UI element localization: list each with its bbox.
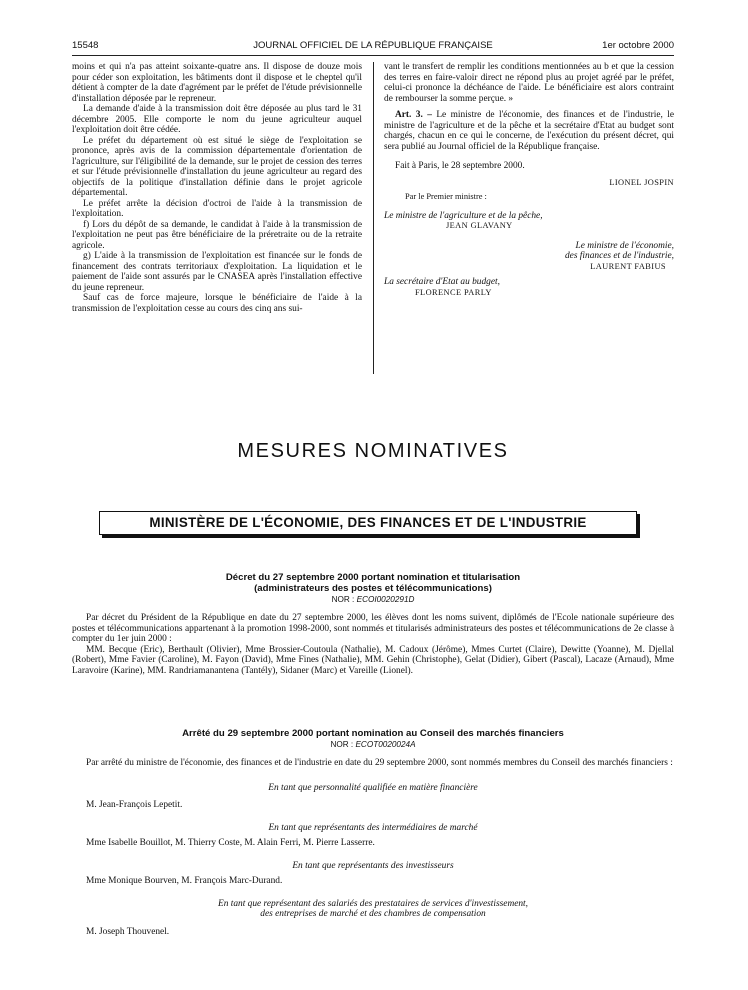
secretary-budget-name: FLORENCE PARLY bbox=[415, 287, 492, 297]
member-category: En tant que représentants des investisseurs bbox=[292, 860, 454, 871]
column-divider bbox=[373, 62, 374, 374]
paragraph: moins et qui n'a pas atteint soixante-quatre ans. Il dispose de douze mois pour céder son exploitation, les bâtiments dont il dispose et le cheptel qu'il détient à compter de la date d'agrément par le préfet de l'étude prévisionnelle d'installation déposée par le repreneur. bbox=[72, 62, 362, 104]
member-list: M. Joseph Thouvenel. bbox=[86, 926, 170, 937]
paragraph: Le préfet arrête la décision d'octroi de l'aide à la transmission de l'exploitation. bbox=[72, 198, 362, 219]
right-column bbox=[384, 62, 674, 298]
arrete-section bbox=[72, 728, 674, 937]
member-list: Mme Isabelle Bouillot, M. Thierry Coste, M. Alain Ferri, M. Pierre Lasserre. bbox=[86, 838, 375, 848]
article-label: Art. 3. – bbox=[395, 110, 432, 120]
ministry-heading: MINISTÈRE DE L'ÉCONOMIE, DES FINANCES ET DE L'INDUSTRIE bbox=[99, 511, 637, 535]
page-header bbox=[72, 40, 674, 54]
decret-body bbox=[72, 613, 674, 676]
paragraph: Sauf cas de force majeure, lorsque le bénéficiaire de l'aide à la transmission de l'exploitation cesse au cours des cinq ans sui- bbox=[72, 293, 362, 314]
category-line: des entreprises de marché et des chambres de compensation bbox=[260, 909, 486, 919]
paragraph: g) L'aide à la transmission de l'exploitation est financée sur le fonds de financement des contrats territoriaux d'exploitation. La liquidation et le paiement de l'aide sont assurés par le CNASEA après l'installation effective du jeune repreneur. bbox=[72, 251, 362, 293]
decret-title-2: (administrateurs des postes et télécommunications) bbox=[254, 583, 492, 594]
section-title: MESURES NOMINATIVES bbox=[237, 440, 509, 462]
role-line: Le ministre de l'économie, bbox=[575, 240, 674, 251]
journal-title: JOURNAL OFFICIEL DE LA RÉPUBLIQUE FRANÇAISE bbox=[253, 40, 493, 51]
member-list: Mme Monique Bourven, M. François Marc-Durand. bbox=[86, 876, 283, 886]
nor-code: ECOT0020024A bbox=[355, 740, 416, 749]
nor-code: ECOI0020291D bbox=[356, 595, 415, 604]
minister-economy-role bbox=[384, 241, 674, 262]
member-category bbox=[72, 899, 674, 920]
decret-nor bbox=[72, 594, 674, 605]
secretary-budget-role: La secrétaire d'Etat au budget, bbox=[384, 277, 500, 287]
decret-section bbox=[72, 572, 674, 676]
nor-label: NOR : bbox=[330, 740, 354, 749]
left-column bbox=[72, 62, 362, 314]
decret-intro: Par décret du Président de la République en date du 27 septembre 2000, les élèves dont les noms suivent, diplômés de l'Ecole nationale supérieure des postes et télécommunications appartenant à la promotion 1998-2000, sont nommés et titularisés administrateurs des postes et télécommunications de 2e classe à compter du 1er juin 2000 : bbox=[72, 613, 674, 644]
par-premier-ministre: Par le Premier ministre : bbox=[405, 192, 487, 201]
arrete-body bbox=[72, 758, 674, 769]
paragraph: vant le transfert de remplir les conditions mentionnées au b et que la cession des terres en faire-valoir direct ne répond plus au projet agréé par le préfet, celui-ci prononce la déchéance de l'aide. Le bénéficiaire est alors contraint de rembourser la somme perçue. » bbox=[384, 62, 674, 104]
minister-economy-name: LAURENT FABIUS bbox=[590, 261, 666, 271]
minister-agriculture-role: Le ministre de l'agriculture et de la pêche, bbox=[384, 210, 543, 221]
decret-names: MM. Becque (Eric), Berthault (Olivier), Mme Brossier-Coutoula (Nathalie), M. Cadoux (Jérôme), Mmes Curtet (Claire), Dewitte (Yoanne), M. Djellal (Robert), Mme Favier (Caroline), M. Fayon (David), Mme Fines (Nathalie), MM. Gehin (Christophe), Gelat (Didier), Gibert (Pascal), Lacaze (Arnaud), Mme Laravoire (Karine), MM. Randriamanantena (Tantély), Sidaner (Marc) et Vareille (Lionel). bbox=[72, 644, 674, 676]
nor-label: NOR : bbox=[331, 595, 355, 604]
member-list: M. Jean-François Lepetit. bbox=[86, 800, 183, 810]
signatory-name: LIONEL JOSPIN bbox=[609, 177, 674, 187]
arrete-title: Arrêté du 29 septembre 2000 portant nomination au Conseil des marchés financiers bbox=[182, 728, 564, 739]
member-category: En tant que représentants des intermédiaires de marché bbox=[268, 822, 478, 833]
paragraph: Le préfet du département où est situé le siège de l'exploitation se prononce, après avis de la commission départementale d'orientation de l'agriculture, sur l'éligibilité de la demande, sur le projet de cession des terres et sur l'étude prévisionnelle d'installation du jeune agriculteur au regard des objectifs de la politique d'installation définie dans le projet agricole départemental. bbox=[72, 135, 362, 198]
signature-date: Fait à Paris, le 28 septembre 2000. bbox=[395, 161, 525, 171]
header-rule bbox=[72, 55, 674, 56]
article-3 bbox=[384, 110, 674, 152]
issue-date: 1er octobre 2000 bbox=[602, 40, 674, 51]
minister-agriculture-name: JEAN GLAVANY bbox=[446, 221, 513, 230]
article-text: Le ministre de l'économie, des finances et de l'industrie, le ministre de l'agriculture et de la pêche et la secrétaire d'Etat au budget sont chargés, chacun en ce qui le concerne, de l'exécution du présent décret, qui sera publié au Journal officiel de la République française. bbox=[384, 110, 674, 152]
paragraph: f) Lors du dépôt de sa demande, le candidat à l'aide à la transmission de l'exploitation ne peut pas être bénéficiaire de la préretraite ou de la retraite agricole. bbox=[72, 219, 362, 251]
arrete-intro: Par arrêté du ministre de l'économie, des finances et de l'industrie en date du 29 septembre 2000, sont nommés membres du Conseil des marchés financiers : bbox=[86, 758, 673, 768]
page-number: 15548 bbox=[72, 40, 99, 51]
role-line: des finances et de l'industrie, bbox=[564, 251, 674, 261]
paragraph: La demande d'aide à la transmission doit être déposée au plus tard le 31 décembre 2005. Elle comporte le nom du jeune agriculteur auquel l'exploitation doit être cédée. bbox=[72, 104, 362, 135]
arrete-nor bbox=[72, 739, 674, 750]
member-category: En tant que personnalité qualifiée en matière financière bbox=[268, 782, 478, 793]
category-line: En tant que représentant des salariés des prestataires de services d'investissement, bbox=[217, 898, 529, 909]
decret-title-1: Décret du 27 septembre 2000 portant nomination et titularisation bbox=[225, 572, 521, 583]
